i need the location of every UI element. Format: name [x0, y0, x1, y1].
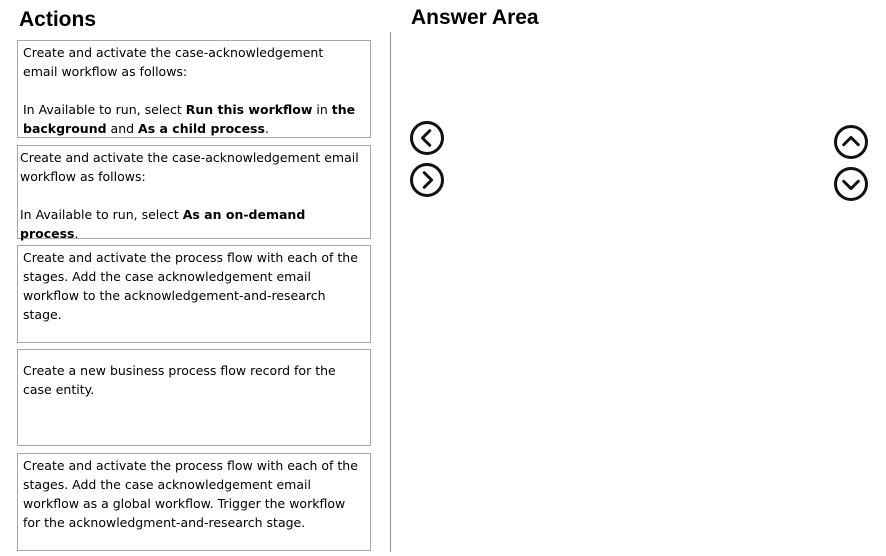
card-text-line: Create and activate the process flow with each of the: [23, 458, 358, 473]
card-text-line: Create and activate the case-acknowledgement: [23, 45, 324, 60]
card-bold-text: background: [23, 121, 107, 136]
move-right-button[interactable]: [410, 163, 444, 197]
card-text-line: [23, 119, 366, 138]
card-text: in: [312, 102, 332, 117]
card-spacer: [23, 81, 366, 100]
card-bold-text: Run this workflow: [185, 102, 313, 117]
card-text-line: for the acknowledgment-and-research stage.: [23, 515, 306, 530]
card-spacer: [20, 186, 366, 205]
card-text-line: [20, 205, 366, 243]
card-text-line: Create and activate the case-acknowledgement email: [20, 150, 359, 165]
move-down-button[interactable]: [834, 167, 868, 201]
card-text-line: workflow as follows:: [20, 169, 146, 184]
action-card-global-workflow[interactable]: [17, 453, 371, 551]
card-text: In Available to run, select: [20, 207, 183, 222]
actions-heading: Actions: [19, 8, 97, 31]
card-text-line: Create and activate the process flow with each of the: [23, 250, 358, 265]
card-text-line: case entity.: [23, 382, 95, 397]
action-card-process-flow-stage[interactable]: [17, 245, 371, 343]
action-card-child-process[interactable]: [17, 40, 371, 138]
card-text-line: stage.: [23, 307, 62, 322]
answer-area-heading: Answer Area: [411, 6, 539, 29]
card-text: .: [74, 226, 79, 241]
chevron-right-icon: [416, 169, 438, 191]
chevron-down-icon: [840, 173, 862, 195]
card-text-line: [23, 100, 366, 119]
card-text-line: workflow as a global workflow. Trigger the workflow: [23, 496, 346, 511]
card-text: .: [264, 121, 269, 136]
card-text-line: stages. Add the case acknowledgement email: [23, 269, 311, 284]
move-left-button[interactable]: [410, 121, 444, 155]
card-text: and: [106, 121, 139, 136]
panel-divider: [390, 32, 391, 552]
card-text: In Available to run, select: [23, 102, 186, 117]
chevron-up-icon: [840, 131, 862, 153]
card-bold-text: As an on-demand process: [20, 207, 306, 241]
card-text-line: stages. Add the case acknowledgement email: [23, 477, 311, 492]
chevron-left-icon: [416, 127, 438, 149]
card-text-line: email workflow as follows:: [23, 64, 188, 79]
card-bold-text: the: [331, 102, 356, 117]
move-up-button[interactable]: [834, 125, 868, 159]
action-card-new-bpf-record[interactable]: [17, 349, 371, 446]
card-text-line: workflow to the acknowledgement-and-research: [23, 288, 326, 303]
action-card-on-demand[interactable]: [17, 145, 371, 239]
card-bold-text: As a child process: [138, 121, 265, 136]
card-text-line: Create a new business process flow record for the: [23, 363, 336, 378]
